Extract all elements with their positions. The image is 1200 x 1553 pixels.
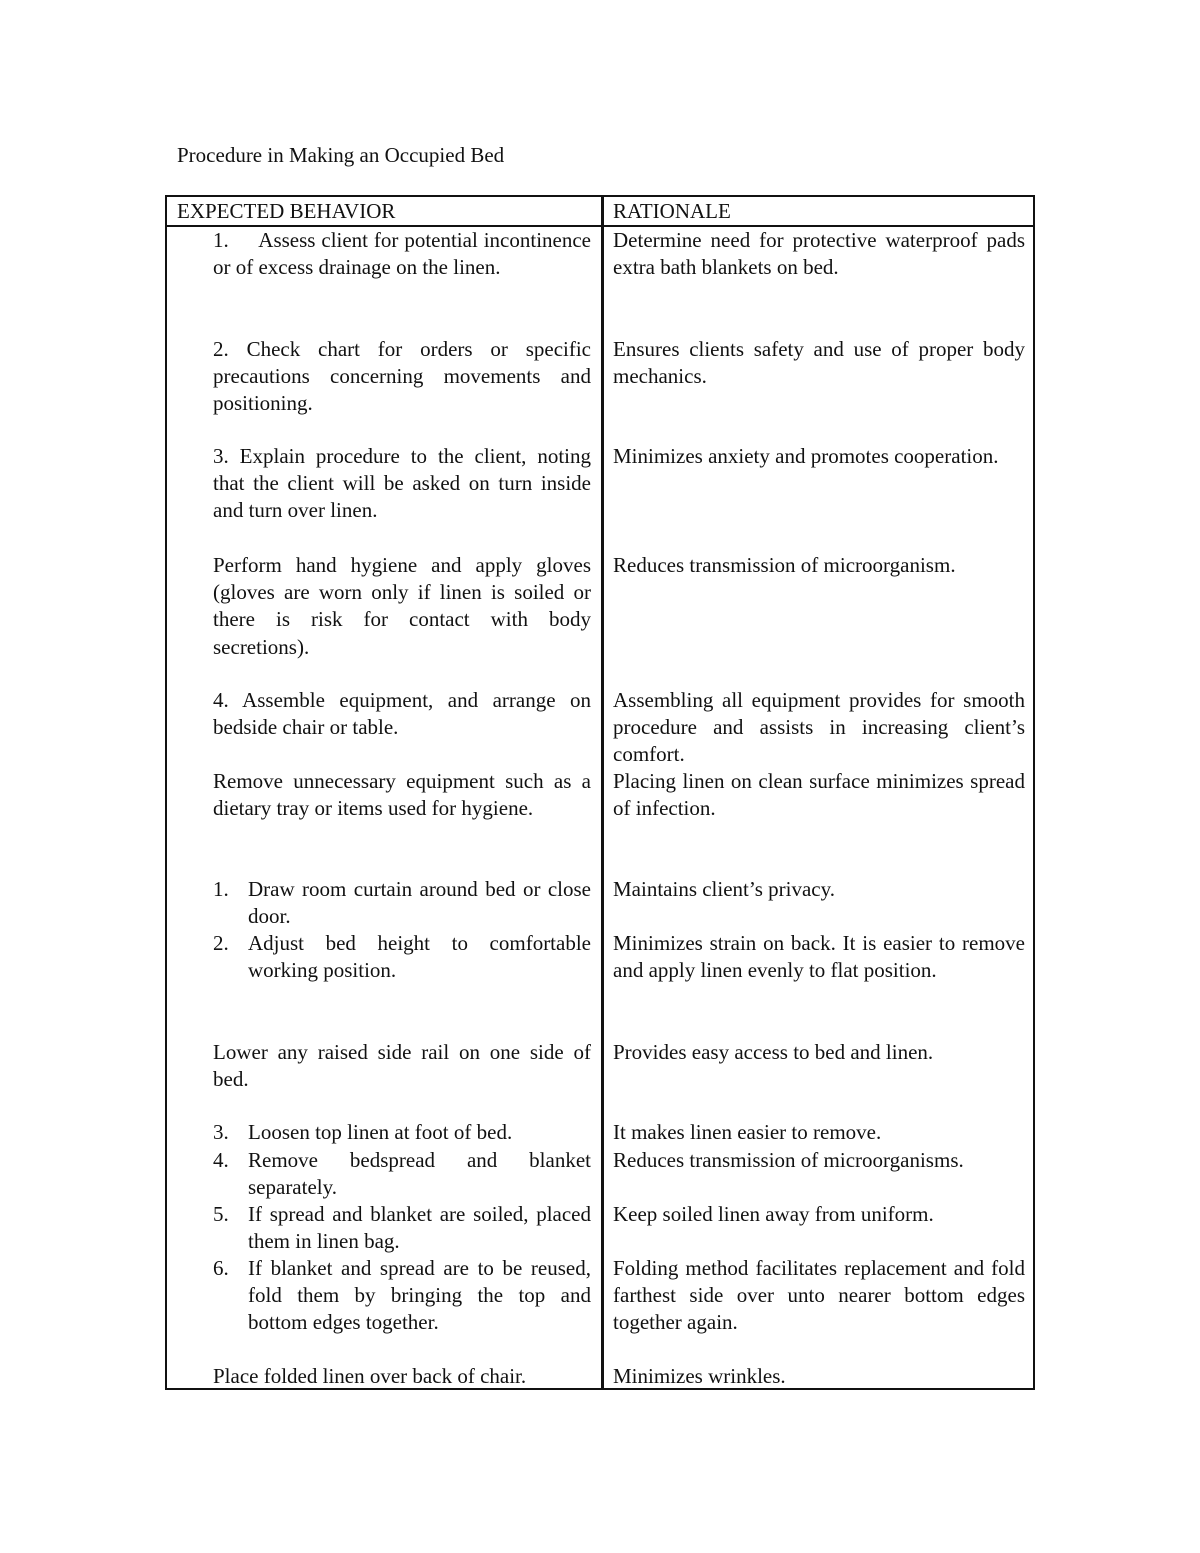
list-number: 6. (213, 1256, 229, 1280)
rationale-cell: Placing linen on clean surface minimizes spread of infection. (613, 769, 1025, 821)
behavior-cell: If spread and blanket are soiled, placed them in linen bag. (248, 1202, 591, 1254)
page-title: Procedure in Making an Occupied Bed (177, 143, 505, 167)
rationale-cell: Maintains client’s privacy. (613, 877, 835, 901)
rationale-cell: Minimizes anxiety and promotes cooperation. (613, 444, 999, 468)
behavior-cell: Draw room curtain around bed or close door. (248, 877, 591, 929)
list-number: 4. (213, 1148, 229, 1172)
column-header-behavior: EXPECTED BEHAVIOR (177, 199, 396, 223)
behavior-cell: Lower any raised side rail on one side of bed. (213, 1040, 591, 1092)
behavior-cell: 1. Assess client for potential incontinence or of excess drainage on the linen. (213, 228, 591, 280)
column-header-rationale: RATIONALE (613, 199, 731, 223)
rationale-cell: Provides easy access to bed and linen. (613, 1040, 934, 1064)
list-number: 5. (213, 1202, 229, 1226)
behavior-cell: Place folded linen over back of chair. (213, 1364, 527, 1388)
procedure-table (165, 195, 1035, 1390)
behavior-cell: Loosen top linen at foot of bed. (248, 1120, 513, 1144)
behavior-cell: Remove bedspread and blanket separately. (248, 1148, 591, 1200)
rationale-cell: Keep soiled linen away from uniform. (613, 1202, 934, 1226)
rationale-cell: Minimizes strain on back. It is easier to remove and apply linen evenly to flat position. (613, 931, 1025, 983)
behavior-cell: If blanket and spread are to be reused, fold them by bringing the top and bottom edges together. (248, 1256, 591, 1335)
rationale-cell: It makes linen easier to remove. (613, 1120, 882, 1144)
rationale-cell: Minimizes wrinkles. (613, 1364, 786, 1388)
rationale-cell: Reduces transmission of microorganisms. (613, 1148, 964, 1172)
behavior-cell: Adjust bed height to comfortable working position. (248, 931, 591, 983)
behavior-cell: 4. Assemble equipment, and arrange on bedside chair or table. (213, 688, 591, 740)
behavior-cell: Perform hand hygiene and apply gloves (gloves are worn only if linen is soiled or there is risk for contact with body secretions). (213, 553, 591, 659)
rationale-cell: Determine need for protective waterproof pads extra bath blankets on bed. (613, 228, 1025, 280)
rationale-cell: Ensures clients safety and use of proper body mechanics. (613, 337, 1025, 389)
rationale-cell: Reduces transmission of microorganism. (613, 553, 956, 577)
rationale-cell: Folding method facilitates replacement and fold farthest side over unto nearer bottom edges together again. (613, 1256, 1025, 1335)
behavior-cell: 2. Check chart for orders or specific precautions concerning movements and positioning. (213, 337, 591, 416)
column-divider (601, 197, 604, 1388)
list-number: 1. (213, 877, 229, 901)
behavior-cell: Remove unnecessary equipment such as a dietary tray or items used for hygiene. (213, 769, 591, 821)
list-number: 3. (213, 1120, 229, 1144)
rationale-cell: Assembling all equipment provides for smooth procedure and assists in increasing client’s comfort. (613, 688, 1025, 767)
list-number: 2. (213, 931, 229, 955)
behavior-cell: 3. Explain procedure to the client, noting that the client will be asked on turn inside and turn over linen. (213, 444, 591, 523)
